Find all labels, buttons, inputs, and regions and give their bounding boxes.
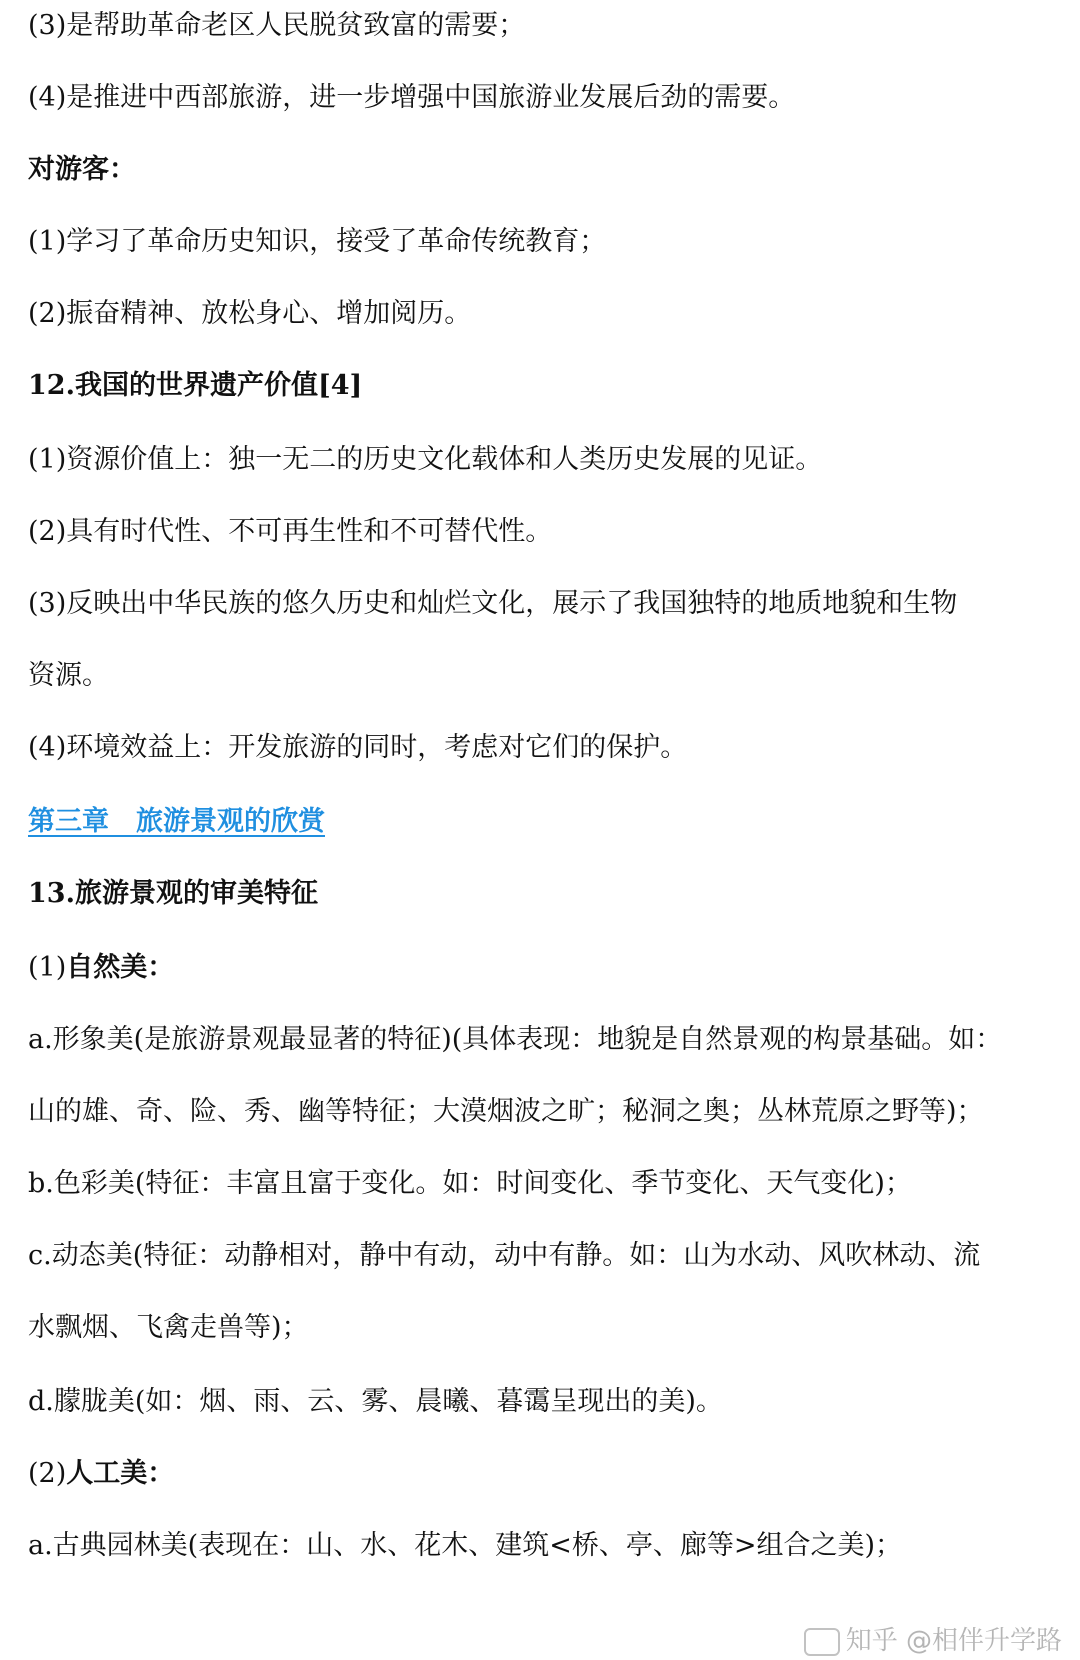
subheading-natural-beauty — [28, 950, 174, 986]
watermark-text: 知乎 @相伴升学路 — [845, 1626, 1062, 1656]
natural-item-a-line-2: 山的雄、奇、险、秀、幽等特征；大漠烟波之旷；秘洞之奥；丛林荒原之野等)； — [28, 1096, 984, 1127]
heritage-item-2: (2)具有时代性、不可再生性和不可替代性。 — [28, 516, 553, 547]
natural-item-a-line-1: a.形象美(是旅游景观最显著的特征)(具体表现：地貌是自然景观的构景基础。如： — [28, 1024, 1003, 1055]
item-3-revolution-area: (3)是帮助革命老区人民脱贫致富的需要； — [28, 10, 526, 41]
heritage-item-1: (1)资源价值上：独一无二的历史文化载体和人类历史发展的见证。 — [28, 444, 823, 475]
natural-item-d: d.朦胧美(如：烟、雨、云、雾、晨曦、暮霭呈现出的美)。 — [28, 1386, 723, 1417]
heritage-item-3-line-2: 资源。 — [28, 660, 109, 691]
subheading-artificial-beauty — [28, 1456, 174, 1492]
natural-item-c-line-1: c.动态美(特征：动静相对，静中有动，动中有静。如：山为水动、风吹林动、流 — [28, 1240, 981, 1271]
tourist-item-1: (1)学习了革命历史知识，接受了革命传统教育； — [28, 226, 607, 257]
subheading-number: (2) — [28, 1458, 67, 1489]
subheading-label: 人工美： — [66, 1458, 175, 1489]
subheading-label: 自然美： — [66, 952, 175, 983]
watermark — [804, 1626, 1062, 1656]
heritage-item-4: (4)环境效益上：开发旅游的同时，考虑对它们的保护。 — [28, 732, 688, 763]
zhihu-logo-icon — [804, 1628, 840, 1656]
heading-12-world-heritage-value: 12.我国的世界遗产价值[4] — [28, 370, 363, 401]
tourist-item-2: (2)振奋精神、放松身心、增加阅历。 — [28, 298, 472, 329]
section-label-for-tourists: 对游客： — [28, 154, 136, 185]
heading-13-aesthetic-features: 13.旅游景观的审美特征 — [28, 878, 318, 909]
item-4-central-western-tourism: (4)是推进中西部旅游，进一步增强中国旅游业发展后劲的需要。 — [28, 82, 796, 113]
heritage-item-3-line-1: (3)反映出中华民族的悠久历史和灿烂文化，展示了我国独特的地质地貌和生物 — [28, 588, 958, 619]
natural-item-c-line-2: 水飘烟、飞禽走兽等)； — [28, 1312, 309, 1343]
subheading-number: (1) — [28, 952, 67, 983]
artificial-item-a: a.古典园林美(表现在：山、水、花木、建筑<桥、亭、廊等>组合之美)； — [28, 1530, 902, 1561]
natural-item-b: b.色彩美(特征：丰富且富于变化。如：时间变化、季节变化、天气变化)； — [28, 1168, 912, 1199]
chapter-3-heading-link[interactable]: 第三章 旅游景观的欣赏 — [28, 806, 325, 837]
